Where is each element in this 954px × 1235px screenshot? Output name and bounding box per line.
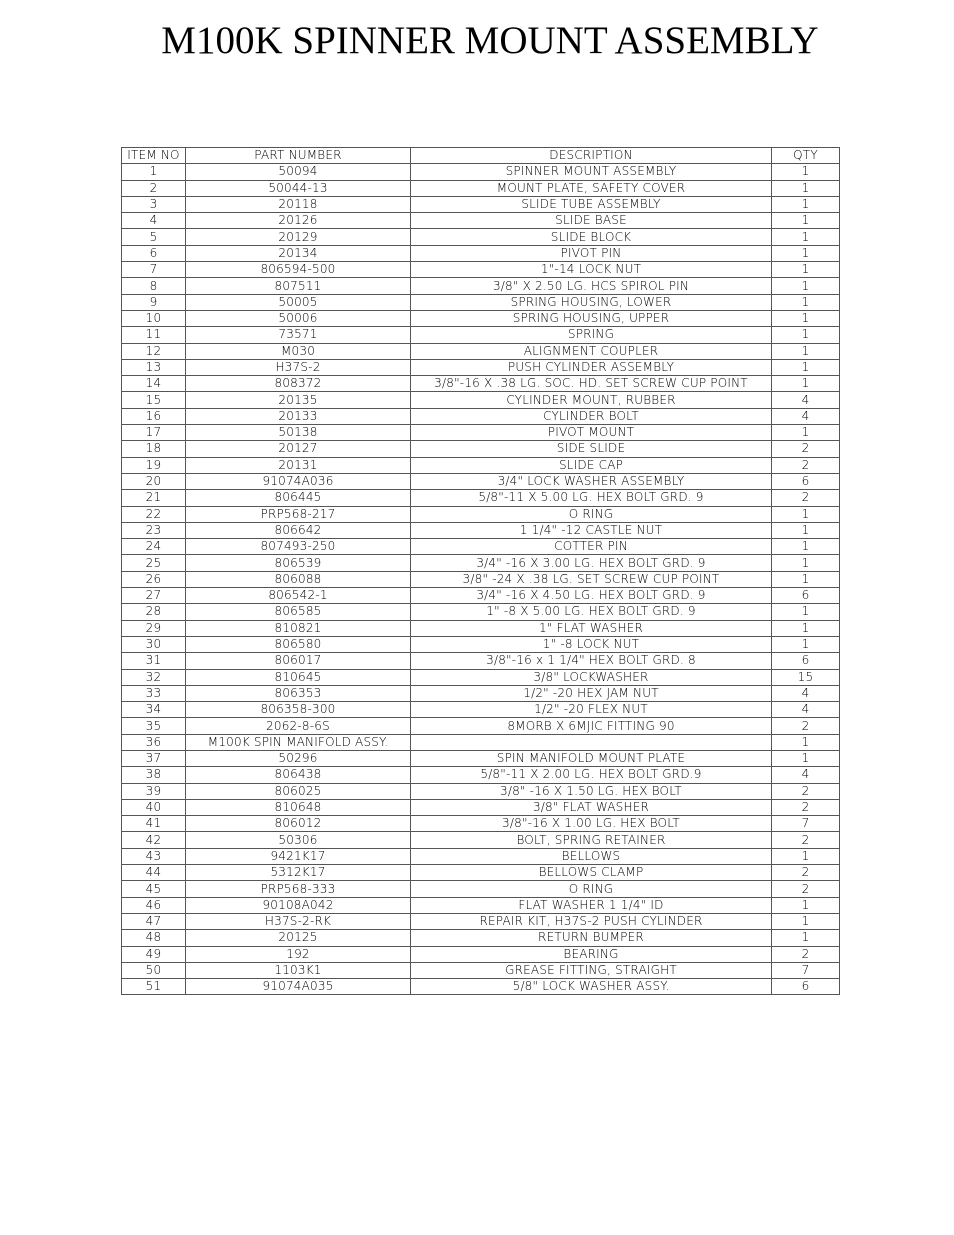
part-number-cell: 806642 xyxy=(186,522,411,538)
item-no-cell: 1 xyxy=(122,164,186,180)
part-number-cell: 806358-300 xyxy=(186,702,411,718)
table-row xyxy=(122,343,840,359)
part-number-cell: 810821 xyxy=(186,620,411,636)
part-number-cell: 91074A035 xyxy=(186,979,411,995)
item-no-cell: 40 xyxy=(122,799,186,815)
qty-cell: 6 xyxy=(772,653,840,669)
part-number-cell: 810645 xyxy=(186,669,411,685)
part-number-cell: 90108A042 xyxy=(186,897,411,913)
item-no-cell: 18 xyxy=(122,441,186,457)
table-row xyxy=(122,848,840,864)
description-cell: 1" FLAT WASHER xyxy=(411,620,772,636)
qty-cell: 2 xyxy=(772,441,840,457)
qty-cell: 2 xyxy=(772,799,840,815)
header-part-number: PART NUMBER xyxy=(186,148,411,164)
description-cell xyxy=(411,734,772,750)
item-no-cell: 34 xyxy=(122,702,186,718)
part-number-cell: 192 xyxy=(186,946,411,962)
table-row xyxy=(122,392,840,408)
item-no-cell: 12 xyxy=(122,343,186,359)
part-number-cell: 810648 xyxy=(186,799,411,815)
parts-table xyxy=(121,147,840,995)
table-row xyxy=(122,408,840,424)
part-number-cell: 807493-250 xyxy=(186,539,411,555)
part-number-cell: PRP568-333 xyxy=(186,881,411,897)
part-number-cell: 806012 xyxy=(186,816,411,832)
item-no-cell: 28 xyxy=(122,604,186,620)
qty-cell: 2 xyxy=(772,490,840,506)
item-no-cell: 3 xyxy=(122,196,186,212)
table-row xyxy=(122,457,840,473)
qty-cell: 1 xyxy=(772,848,840,864)
part-number-cell: 806542-1 xyxy=(186,588,411,604)
description-cell: 3/8" -24 X .38 LG. SET SCREW CUP POINT xyxy=(411,571,772,587)
description-cell: 1" -8 X 5.00 LG. HEX BOLT GRD. 9 xyxy=(411,604,772,620)
item-no-cell: 30 xyxy=(122,636,186,652)
item-no-cell: 16 xyxy=(122,408,186,424)
description-cell: PIVOT MOUNT xyxy=(411,425,772,441)
qty-cell: 15 xyxy=(772,669,840,685)
item-no-cell: 5 xyxy=(122,229,186,245)
description-cell: SPINNER MOUNT ASSEMBLY xyxy=(411,164,772,180)
part-number-cell: PRP568-217 xyxy=(186,506,411,522)
table-row xyxy=(122,702,840,718)
item-no-cell: 24 xyxy=(122,539,186,555)
description-cell: 3/8" X 2.50 LG. HCS SPIROL PIN xyxy=(411,278,772,294)
description-cell: 3/8"-16 X .38 LG. SOC. HD. SET SCREW CUP POINT xyxy=(411,376,772,392)
item-no-cell: 42 xyxy=(122,832,186,848)
qty-cell: 1 xyxy=(772,750,840,766)
table-row xyxy=(122,213,840,229)
description-cell: 3/4" -16 X 3.00 LG. HEX BOLT GRD. 9 xyxy=(411,555,772,571)
description-cell: BOLT, SPRING RETAINER xyxy=(411,832,772,848)
qty-cell: 2 xyxy=(772,881,840,897)
part-number-cell: 806445 xyxy=(186,490,411,506)
description-cell: GREASE FITTING, STRAIGHT xyxy=(411,962,772,978)
part-number-cell: 20135 xyxy=(186,392,411,408)
qty-cell: 1 xyxy=(772,555,840,571)
item-no-cell: 17 xyxy=(122,425,186,441)
table-row xyxy=(122,750,840,766)
part-number-cell: 20129 xyxy=(186,229,411,245)
table-row xyxy=(122,310,840,326)
qty-cell: 1 xyxy=(772,359,840,375)
item-no-cell: 19 xyxy=(122,457,186,473)
header-item-no: ITEM NO xyxy=(122,148,186,164)
description-cell: 3/8" FLAT WASHER xyxy=(411,799,772,815)
part-number-cell: 9421K17 xyxy=(186,848,411,864)
table-row xyxy=(122,164,840,180)
table-row xyxy=(122,718,840,734)
qty-cell: 1 xyxy=(772,245,840,261)
description-cell: 5/8" LOCK WASHER ASSY. xyxy=(411,979,772,995)
qty-cell: 6 xyxy=(772,588,840,604)
description-cell: BEARING xyxy=(411,946,772,962)
table-row xyxy=(122,425,840,441)
description-cell: 1" -8 LOCK NUT xyxy=(411,636,772,652)
part-number-cell: 50138 xyxy=(186,425,411,441)
item-no-cell: 14 xyxy=(122,376,186,392)
item-no-cell: 7 xyxy=(122,262,186,278)
table-row xyxy=(122,262,840,278)
part-number-cell: 50306 xyxy=(186,832,411,848)
part-number-cell: 1103K1 xyxy=(186,962,411,978)
item-no-cell: 23 xyxy=(122,522,186,538)
table-row xyxy=(122,278,840,294)
part-number-cell: 20131 xyxy=(186,457,411,473)
item-no-cell: 38 xyxy=(122,767,186,783)
qty-cell: 4 xyxy=(772,392,840,408)
qty-cell: 1 xyxy=(772,620,840,636)
qty-cell: 1 xyxy=(772,506,840,522)
qty-cell: 1 xyxy=(772,376,840,392)
item-no-cell: 48 xyxy=(122,930,186,946)
item-no-cell: 27 xyxy=(122,588,186,604)
item-no-cell: 8 xyxy=(122,278,186,294)
qty-cell: 4 xyxy=(772,408,840,424)
description-cell: SPRING HOUSING, UPPER xyxy=(411,310,772,326)
item-no-cell: 49 xyxy=(122,946,186,962)
description-cell: 3/8" -16 X 1.50 LG. HEX BOLT xyxy=(411,783,772,799)
part-number-cell: 806017 xyxy=(186,653,411,669)
table-row xyxy=(122,930,840,946)
table-row xyxy=(122,473,840,489)
description-cell: 3/8" LOCKWASHER xyxy=(411,669,772,685)
qty-cell: 1 xyxy=(772,571,840,587)
qty-cell: 1 xyxy=(772,327,840,343)
item-no-cell: 4 xyxy=(122,213,186,229)
description-cell: SLIDE BLOCK xyxy=(411,229,772,245)
description-cell: BELLOWS CLAMP xyxy=(411,865,772,881)
description-cell: 5/8"-11 X 2.00 LG. HEX BOLT GRD.9 xyxy=(411,767,772,783)
part-number-cell: 806088 xyxy=(186,571,411,587)
item-no-cell: 39 xyxy=(122,783,186,799)
part-number-cell: 20126 xyxy=(186,213,411,229)
part-number-cell: 806594-500 xyxy=(186,262,411,278)
part-number-cell: 50006 xyxy=(186,310,411,326)
qty-cell: 1 xyxy=(772,310,840,326)
description-cell: 1 1/4" -12 CASTLE NUT xyxy=(411,522,772,538)
qty-cell: 1 xyxy=(772,425,840,441)
part-number-cell: 807511 xyxy=(186,278,411,294)
item-no-cell: 47 xyxy=(122,913,186,929)
description-cell: ALIGNMENT COUPLER xyxy=(411,343,772,359)
item-no-cell: 36 xyxy=(122,734,186,750)
item-no-cell: 44 xyxy=(122,865,186,881)
description-cell: 3/4" -16 X 4.50 LG. HEX BOLT GRD. 9 xyxy=(411,588,772,604)
qty-cell: 1 xyxy=(772,294,840,310)
parts-table-body xyxy=(122,164,840,995)
qty-cell: 2 xyxy=(772,457,840,473)
part-number-cell: 73571 xyxy=(186,327,411,343)
item-no-cell: 10 xyxy=(122,310,186,326)
part-number-cell: 50296 xyxy=(186,750,411,766)
description-cell: CYLINDER MOUNT, RUBBER xyxy=(411,392,772,408)
description-cell: SPRING HOUSING, LOWER xyxy=(411,294,772,310)
description-cell: PIVOT PIN xyxy=(411,245,772,261)
description-cell: MOUNT PLATE, SAFETY COVER xyxy=(411,180,772,196)
item-no-cell: 32 xyxy=(122,669,186,685)
qty-cell: 2 xyxy=(772,832,840,848)
qty-cell: 1 xyxy=(772,539,840,555)
qty-cell: 4 xyxy=(772,702,840,718)
qty-cell: 1 xyxy=(772,636,840,652)
table-row xyxy=(122,734,840,750)
part-number-cell: 5312K17 xyxy=(186,865,411,881)
item-no-cell: 20 xyxy=(122,473,186,489)
description-cell: 1"-14 LOCK NUT xyxy=(411,262,772,278)
item-no-cell: 13 xyxy=(122,359,186,375)
item-no-cell: 6 xyxy=(122,245,186,261)
part-number-cell: 808372 xyxy=(186,376,411,392)
table-row xyxy=(122,816,840,832)
table-row xyxy=(122,897,840,913)
table-row xyxy=(122,653,840,669)
description-cell: 1/2" -20 FLEX NUT xyxy=(411,702,772,718)
qty-cell: 2 xyxy=(772,783,840,799)
item-no-cell: 35 xyxy=(122,718,186,734)
qty-cell: 6 xyxy=(772,979,840,995)
page-title: M100K SPINNER MOUNT ASSEMBLY xyxy=(161,19,819,62)
description-cell: CYLINDER BOLT xyxy=(411,408,772,424)
header-description: DESCRIPTION xyxy=(411,148,772,164)
qty-cell: 1 xyxy=(772,213,840,229)
qty-cell: 1 xyxy=(772,522,840,538)
table-row xyxy=(122,636,840,652)
part-number-cell: 806585 xyxy=(186,604,411,620)
description-cell: SPRING xyxy=(411,327,772,343)
description-cell: 3/4" LOCK WASHER ASSEMBLY xyxy=(411,473,772,489)
part-number-cell: 806580 xyxy=(186,636,411,652)
description-cell: REPAIR KIT, H37S-2 PUSH CYLINDER xyxy=(411,913,772,929)
table-row xyxy=(122,294,840,310)
item-no-cell: 11 xyxy=(122,327,186,343)
table-header-row xyxy=(122,148,840,164)
item-no-cell: 22 xyxy=(122,506,186,522)
part-number-cell: 806353 xyxy=(186,685,411,701)
table-row xyxy=(122,555,840,571)
item-no-cell: 21 xyxy=(122,490,186,506)
table-row xyxy=(122,767,840,783)
qty-cell: 1 xyxy=(772,604,840,620)
description-cell: 3/8"-16 X 1.00 LG. HEX BOLT xyxy=(411,816,772,832)
table-row xyxy=(122,506,840,522)
part-number-cell: H37S-2-RK xyxy=(186,913,411,929)
description-cell: RETURN BUMPER xyxy=(411,930,772,946)
table-row xyxy=(122,359,840,375)
table-row xyxy=(122,588,840,604)
table-row xyxy=(122,913,840,929)
description-cell: COTTER PIN xyxy=(411,539,772,555)
table-row xyxy=(122,685,840,701)
table-row xyxy=(122,783,840,799)
table-row xyxy=(122,571,840,587)
qty-cell: 1 xyxy=(772,229,840,245)
description-cell: 3/8"-16 x 1 1/4" HEX BOLT GRD. 8 xyxy=(411,653,772,669)
qty-cell: 4 xyxy=(772,685,840,701)
qty-cell: 6 xyxy=(772,473,840,489)
item-no-cell: 2 xyxy=(122,180,186,196)
item-no-cell: 25 xyxy=(122,555,186,571)
description-cell: 5/8"-11 X 5.00 LG. HEX BOLT GRD. 9 xyxy=(411,490,772,506)
table-row xyxy=(122,979,840,995)
table-row xyxy=(122,441,840,457)
table-row xyxy=(122,522,840,538)
part-number-cell: 806025 xyxy=(186,783,411,799)
part-number-cell: 50005 xyxy=(186,294,411,310)
qty-cell: 1 xyxy=(772,164,840,180)
part-number-cell: 91074A036 xyxy=(186,473,411,489)
part-number-cell: 20134 xyxy=(186,245,411,261)
part-number-cell: 2062-8-6S xyxy=(186,718,411,734)
part-number-cell: 20127 xyxy=(186,441,411,457)
item-no-cell: 29 xyxy=(122,620,186,636)
table-row xyxy=(122,327,840,343)
part-number-cell: 20118 xyxy=(186,196,411,212)
qty-cell: 1 xyxy=(772,734,840,750)
description-cell: FLAT WASHER 1 1/4" ID xyxy=(411,897,772,913)
part-number-cell: 50094 xyxy=(186,164,411,180)
part-number-cell: 50044-13 xyxy=(186,180,411,196)
qty-cell: 1 xyxy=(772,196,840,212)
table-row xyxy=(122,539,840,555)
qty-cell: 1 xyxy=(772,262,840,278)
qty-cell: 7 xyxy=(772,816,840,832)
part-number-cell: 20133 xyxy=(186,408,411,424)
item-no-cell: 41 xyxy=(122,816,186,832)
qty-cell: 1 xyxy=(772,343,840,359)
item-no-cell: 15 xyxy=(122,392,186,408)
qty-cell: 1 xyxy=(772,278,840,294)
qty-cell: 7 xyxy=(772,962,840,978)
table-row xyxy=(122,604,840,620)
item-no-cell: 31 xyxy=(122,653,186,669)
item-no-cell: 43 xyxy=(122,848,186,864)
qty-cell: 1 xyxy=(772,930,840,946)
description-cell: 8MORB X 6MJIC FITTING 90 xyxy=(411,718,772,734)
table-row xyxy=(122,620,840,636)
item-no-cell: 26 xyxy=(122,571,186,587)
qty-cell: 1 xyxy=(772,897,840,913)
header-qty: QTY xyxy=(772,148,840,164)
part-number-cell: M030 xyxy=(186,343,411,359)
description-cell: BELLOWS xyxy=(411,848,772,864)
item-no-cell: 51 xyxy=(122,979,186,995)
description-cell: SLIDE CAP xyxy=(411,457,772,473)
description-cell: SIDE SLIDE xyxy=(411,441,772,457)
qty-cell: 1 xyxy=(772,913,840,929)
item-no-cell: 50 xyxy=(122,962,186,978)
table-row xyxy=(122,946,840,962)
qty-cell: 2 xyxy=(772,865,840,881)
part-number-cell: 20125 xyxy=(186,930,411,946)
description-cell: O RING xyxy=(411,506,772,522)
qty-cell: 2 xyxy=(772,946,840,962)
table-row xyxy=(122,832,840,848)
part-number-cell: 806438 xyxy=(186,767,411,783)
part-number-cell: 806539 xyxy=(186,555,411,571)
table-row xyxy=(122,669,840,685)
description-cell: O RING xyxy=(411,881,772,897)
table-row xyxy=(122,490,840,506)
qty-cell: 1 xyxy=(772,180,840,196)
part-number-cell: M100K SPIN MANIFOLD ASSY. xyxy=(186,734,411,750)
description-cell: SPIN MANIFOLD MOUNT PLATE xyxy=(411,750,772,766)
qty-cell: 4 xyxy=(772,767,840,783)
table-row xyxy=(122,376,840,392)
table-row xyxy=(122,881,840,897)
item-no-cell: 46 xyxy=(122,897,186,913)
part-number-cell: H37S-2 xyxy=(186,359,411,375)
description-cell: SLIDE BASE xyxy=(411,213,772,229)
table-row xyxy=(122,196,840,212)
qty-cell: 2 xyxy=(772,718,840,734)
item-no-cell: 33 xyxy=(122,685,186,701)
description-cell: 1/2" -20 HEX JAM NUT xyxy=(411,685,772,701)
table-row xyxy=(122,180,840,196)
table-row xyxy=(122,865,840,881)
item-no-cell: 9 xyxy=(122,294,186,310)
description-cell: SLIDE TUBE ASSEMBLY xyxy=(411,196,772,212)
description-cell: PUSH CYLINDER ASSEMBLY xyxy=(411,359,772,375)
item-no-cell: 37 xyxy=(122,750,186,766)
item-no-cell: 45 xyxy=(122,881,186,897)
table-row xyxy=(122,962,840,978)
table-row xyxy=(122,799,840,815)
table-row xyxy=(122,245,840,261)
table-row xyxy=(122,229,840,245)
